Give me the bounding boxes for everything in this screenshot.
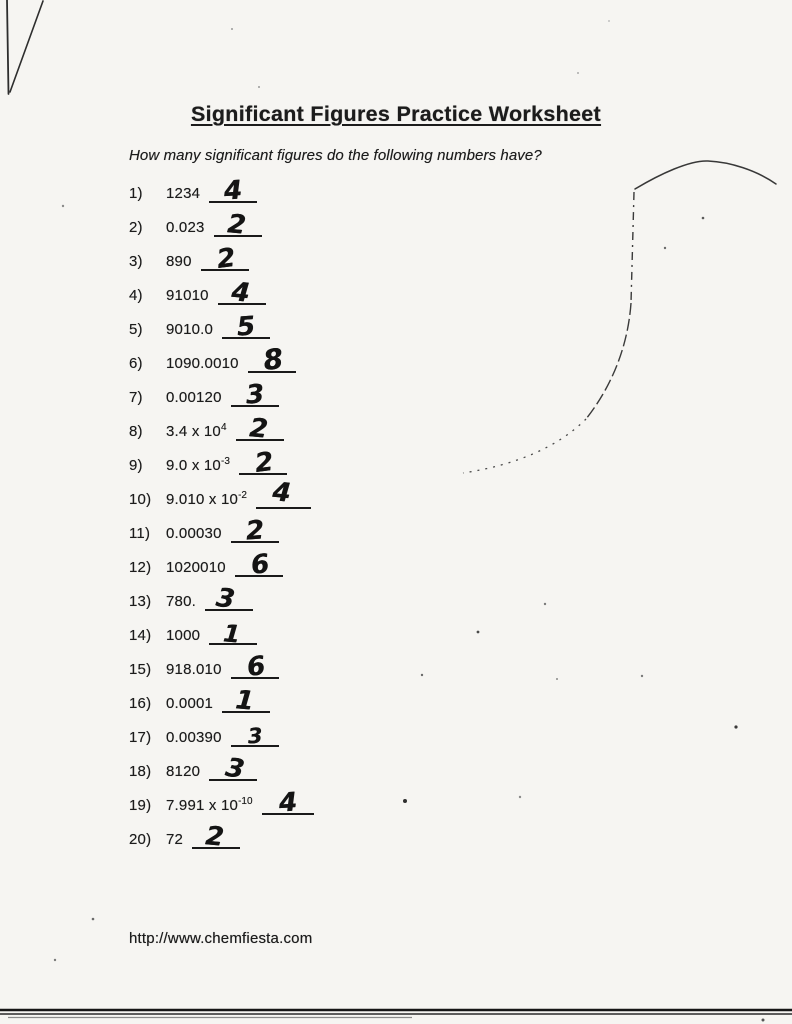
question-row — [129, 415, 689, 449]
answer-blank — [218, 277, 266, 309]
question-value: 91010 — [166, 287, 209, 304]
answer-blank — [205, 582, 253, 616]
corner-crease-diagonal-mark — [10, 1, 43, 92]
answer-blank — [236, 413, 284, 445]
answer-blank — [209, 752, 257, 786]
question-value: 7.991 x $10^{-10}$ — [166, 796, 253, 814]
question-value: 1234 — [166, 185, 201, 202]
corner-crease-vertical-mark — [7, 0, 9, 94]
answer-blank — [222, 685, 270, 717]
handwritten-answer: 4 — [222, 175, 244, 207]
handwritten-answer: 5 — [235, 311, 257, 343]
handwritten-answer: 3 — [244, 379, 265, 411]
question-value: 918.010 — [166, 661, 222, 678]
question-row — [129, 381, 689, 415]
question-row — [129, 446, 689, 483]
question-value: 3.4 x $10^4$ — [166, 422, 227, 440]
question-row — [129, 721, 689, 755]
handwritten-answer: 4 — [271, 477, 293, 509]
answer-blank — [262, 787, 314, 819]
question-row — [129, 177, 689, 211]
handwritten-answer: 6 — [244, 650, 267, 684]
footer-url-text: http://www.chemfiesta.com — [129, 930, 313, 947]
question-number: 12) — [129, 559, 152, 576]
question-number: 15) — [129, 661, 152, 678]
question-row — [129, 211, 689, 245]
question-row — [129, 619, 689, 653]
handwritten-answer: 2 — [244, 515, 265, 547]
instruction-text: How many significant figures do the following numbers have? — [129, 147, 542, 164]
question-value: 0.023 — [166, 219, 205, 236]
question-number: 9) — [129, 457, 143, 474]
question-row — [129, 752, 689, 789]
question-row — [129, 242, 689, 279]
handwritten-answer: 2 — [204, 821, 226, 853]
handwritten-answer: 8 — [261, 341, 285, 378]
question-number: 5) — [129, 321, 143, 338]
question-value: 9.010 x $10^{-2}$ — [166, 490, 247, 508]
question-row — [129, 517, 689, 551]
question-row — [129, 582, 689, 619]
question-number: 10) — [129, 491, 152, 508]
question-row — [129, 477, 689, 517]
question-number: 4) — [129, 287, 143, 304]
page-title: Significant Figures Practice Worksheet — [190, 102, 602, 126]
exponent: 4 — [220, 422, 227, 433]
question-number: 20) — [129, 831, 152, 848]
answer-blank — [239, 446, 287, 480]
answer-blank — [209, 175, 257, 207]
handwritten-answer: 1 — [234, 685, 256, 717]
question-value: 9.0 x $10^{-3}$ — [166, 456, 230, 474]
questions-list — [129, 177, 689, 857]
handwritten-answer: 3 — [246, 723, 263, 749]
handwritten-answer: 2 — [214, 242, 237, 276]
question-value: 8120 — [166, 763, 201, 780]
handwritten-answer: 4 — [277, 787, 298, 819]
question-row — [129, 789, 689, 823]
question-number: 17) — [129, 729, 152, 746]
question-number: 8) — [129, 423, 143, 440]
question-number: 3) — [129, 253, 143, 270]
handwritten-answer: 6 — [248, 548, 271, 582]
question-number: 7) — [129, 389, 143, 406]
question-value: 0.00390 — [166, 729, 222, 746]
handwritten-answer: 2 — [247, 413, 269, 445]
question-number: 14) — [129, 627, 152, 644]
handwritten-answer: 1 — [222, 619, 242, 649]
question-value: 1000 — [166, 627, 201, 644]
answer-blank — [214, 209, 262, 241]
question-number: 1) — [129, 185, 143, 202]
question-number: 6) — [129, 355, 143, 372]
answer-blank — [231, 379, 279, 411]
handwritten-answer: 2 — [253, 446, 275, 480]
answer-blank — [235, 548, 283, 582]
exponent: -10 — [238, 796, 253, 807]
question-value: 890 — [166, 253, 192, 270]
answer-blank — [248, 341, 296, 378]
answer-blank — [256, 477, 311, 509]
question-number: 2) — [129, 219, 143, 236]
handwritten-answer: 4 — [229, 277, 251, 309]
question-value: 0.0001 — [166, 695, 214, 712]
answer-blank — [201, 242, 249, 276]
question-value: 9010.0 — [166, 321, 214, 338]
question-number: 19) — [129, 797, 152, 814]
answer-blank — [192, 821, 240, 853]
answer-blank — [209, 619, 257, 649]
question-row — [129, 279, 689, 313]
question-row — [129, 313, 689, 347]
question-value: 1090.0010 — [166, 355, 239, 372]
exponent: -2 — [238, 490, 247, 501]
question-row — [129, 341, 689, 381]
question-value: 0.00120 — [166, 389, 222, 406]
question-row — [129, 548, 689, 585]
handwritten-answer: 3 — [214, 582, 237, 616]
handwritten-answer: 3 — [223, 752, 247, 786]
question-number: 18) — [129, 763, 152, 780]
question-value: 0.00030 — [166, 525, 222, 542]
question-number: 16) — [129, 695, 152, 712]
answer-blank — [222, 311, 270, 343]
question-row — [129, 823, 689, 857]
exponent: -3 — [220, 456, 230, 467]
question-value: 1020010 — [166, 559, 226, 576]
answer-blank — [231, 725, 279, 747]
question-number: 13) — [129, 593, 152, 610]
question-number: 11) — [129, 525, 151, 542]
question-row — [129, 650, 689, 687]
answer-blank — [231, 650, 279, 684]
question-value: 72 — [166, 831, 184, 848]
handwritten-answer: 2 — [225, 209, 247, 241]
answer-blank — [231, 515, 279, 547]
question-row — [129, 687, 689, 721]
question-value: 780. — [166, 593, 196, 610]
